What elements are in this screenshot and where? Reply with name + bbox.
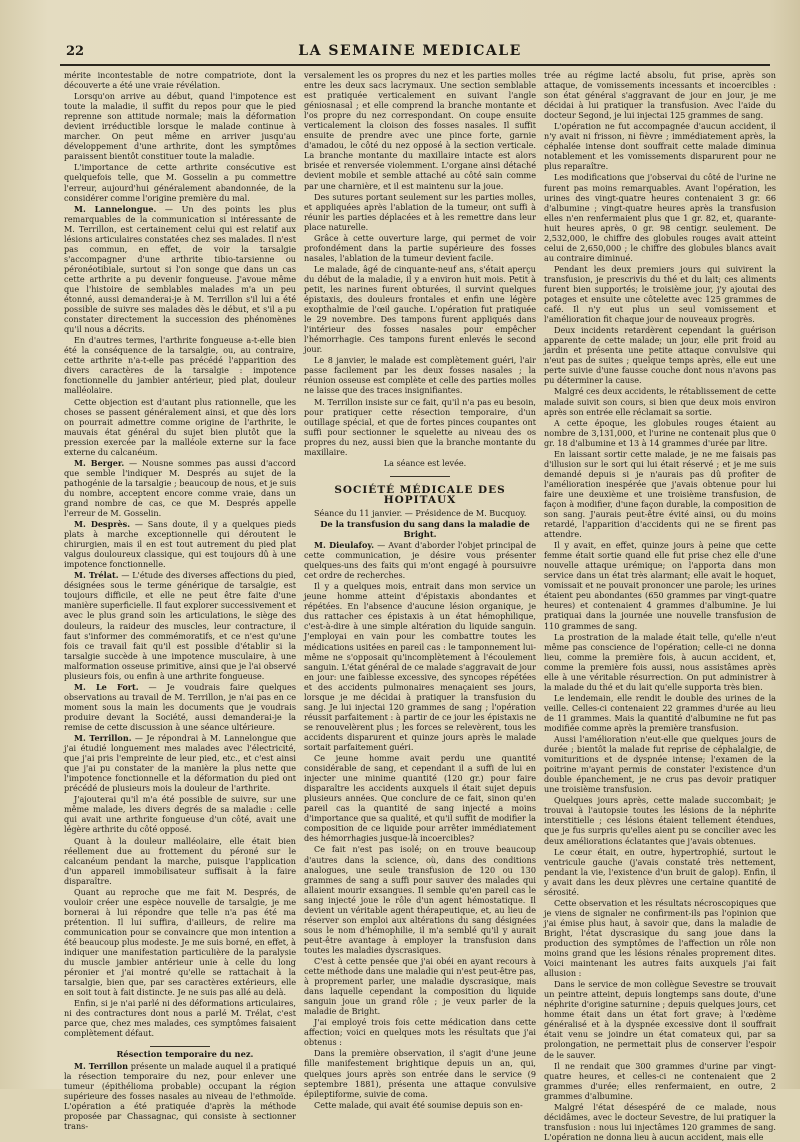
paragraph: Enfin, si je n'ai parlé ni des déformations articulaires, ni des contractures dont nous a parlé M. Trélat, c'est parce que, chez mes malades, ces symptômes faisaient complètement défaut.: [64, 998, 296, 1039]
paragraph: [64, 1061, 296, 1131]
section-heading: SOCIÉTÉ MÉDICALE DES HOPITAUX: [334, 483, 506, 506]
paragraph: Lorsqu'on arrive au début, quand l'impotence est toute la maladie, il suffit du repos pour que le pied reprenne son attitude normale; mais la déformation devient irréductible lorsque le malade continue à marcher. On peut même en arriver jusqu'au développement d'une arthrite, dont les symptômes paraissent bientôt constituer toute la maladie.: [64, 91, 296, 162]
paragraph: M. Terrillon insiste sur ce fait, qu'il n'a pas eu besoin, pour pratiquer cette résection temporaire, d'un outillage spécial, et que de fortes pinces coupantes ont suffi pour sectionner le squelette au niveau des os propres du nez, aussi bien que la branche montante du maxillaire.: [304, 396, 536, 457]
paragraph: C'est à cette pensée que j'ai obéi en ayant recours à cette méthode dans une maladie qui n'est peut-être pas, à proprement parler, une maladie dyscrasique, mais dans laquelle cependant la composition du liquide sanguin joue un grand rôle ; je veux parler de la maladie de Bright.: [304, 955, 536, 1017]
paragraph: Cette objection est d'autant plus rationnelle, que les choses se passent généralement ainsi, et que dès lors on pourrait admettre comme origine de l'arthrite, le mauvais état général du sujet bien plutôt que la pression exercée par la malléole externe sur la face externe du calcanéum.: [64, 396, 296, 457]
session-closing: La séance est levée.: [383, 457, 467, 468]
paragraph: Le cœur était, en outre, hypertrophié, surtout le ventricule gauche (j'avais constaté très nettement, pendant la vie, l'existence d'un bruit de galop). Enfin, il y avait dans les deux plèvres une certaine quantité de sérosité.: [544, 846, 776, 897]
paragraph: Il y avait, en effet, quinze jours à peine que cette femme était sortie quand elle fut prise chez elle d'une nouvelle attaque urémique; on l'apporta dans mon service dans un état très alarmant; elle avait le hoquet, vomissait et ne pouvait prononcer une parole; les urines étaient peu abondantes (650 grammes par vingt-quatre heures) et contenaient 4 grammes d'albumine. Je lui pratiquai dans la journée une nouvelle transfusion de 110 grammes de sang.: [544, 540, 776, 631]
speech-text: — Nousne sommes pas aussi d'accord que semble l'indiquer M. Després au sujet de la pathogénie de la tarsalgie ; beaucoup de nous, et je suis du nombre, acceptent encore comme vraie, dans un grand nombre de cas, ce que M. Després appelle l'erreur de M. Gosselin.: [64, 457, 296, 519]
separator-rule: [390, 476, 450, 477]
paragraph: Ce fait n'est pas isolé; on en trouve beaucoup d'autres dans la science, où, dans des conditions analogues, une seule transfusion de 120 ou 130 grammes de sang a suffi pour sauver des malades qui allaient mourir exsangues. Il semble qu'en pareil cas le sang injecté joue le rôle d'un agent hémostatique. Il devient un véritable agent thérapeutique, et, au lieu de réserver son emploi aux altérations du sang désignées sous le nom d'hémophilie, il m'a semblé qu'il y aurait peut-être avantage à employer la transfusion dans toutes les maladies dyscrasiques.: [304, 844, 536, 955]
paragraph: Dans la première observation, il s'agit d'une jeune fille manifestement brightique depuis un an, qui, quelques jours après son entrée dans le service (9 septembre 1881), présenta une attaque convulsive épileptiforme, suivie de coma.: [304, 1048, 536, 1099]
paragraph: mérite incontestable de notre compatriote, dont la découverte a été une vraie révélation.: [64, 70, 296, 91]
paragraph: Ce jeune homme avait perdu une quantité considérable de sang, et cependant il a suffi de lui en injecter une minime quantité (120 gr.) pour faire disparaître les accidents auxquels il était sujet depuis plusieurs années. Que conclure de ce fait, sinon qu'en pareil cas la quantité de sang injecté a moins d'importance que sa qualité, et qu'il suffit de modifier la composition de ce liquide pour arrêter immédiatement des hémorrhagies jusque-là incoercibles?: [304, 753, 536, 844]
paragraph: Malgré l'état désespéré de ce malade, nous décidâmes, avec le docteur Sevestre, de lui pratiquer la transfusion : nous lui injectâmes 120 grammes de sang. L'opération ne donna lieu à aucun accident, mais elle: [544, 1101, 776, 1142]
paragraph: En d'autres termes, l'arthrite fongueuse a-t-elle bien été la conséquence de la tarsalgie, ou, au contraire, cette arthrite n'a-t-elle pas précédé l'apparition des divers caractères de la tarsalgie : impotence fonctionnelle du jambier antérieur, pied plat, douleur malléolaire.: [64, 335, 296, 396]
subsection-heading: Résection temporaire du nez.: [116, 1049, 254, 1060]
paragraph: [64, 682, 296, 732]
paragraph: Dans le service de mon collègue Sevestre se trouvait un peintre atteint, depuis longtemps sans doute, d'une néphrite d'origine saturnine ; depuis quelques jours, cet homme était dans un état fort grave; à l'œdème généralisé et à la dyspnée excessive dont il souffrait était venu se joindre un état comateux qui, par sa prolongation, ne permettait plus de conserver l'espoir de le sauver.: [544, 979, 776, 1060]
paragraph: [304, 540, 536, 580]
speech-text: — L'étude des diverses affections du pied, désignées sous le terme générique de tarsalgie, est toujours difficile, et elle ne peut être faite d'une manière superficielle. Il faut explorer successivement et avec le plus grand soin les articulations, le siège des douleurs, la raideur des muscles, leur contracture, il faut s'informer des commémoratifs, et ce n'est qu'une fois ce travail fait qu'il est possible d'établir si la tarsalgie succède à une impotence musculaire, à une malformation osseuse primitive, ainsi que je l'ai observé plusieurs fois, ou enfin à une arthrite fongueuse.: [64, 570, 296, 681]
column-left: [64, 70, 297, 1131]
page-number: 22: [66, 44, 85, 59]
paragraph: Malgré ces deux accidents, le rétablissement de cette malade suivit son cours, si bien que deux mois environ après son entrée elle réclamait sa sortie.: [544, 386, 776, 417]
paragraph: [64, 570, 296, 681]
paragraph: J'ai employé trois fois cette médication dans cette affection; voici en quelques mots les résultats que j'ai obtenus :: [304, 1017, 536, 1048]
paragraph: [64, 733, 296, 793]
page-header: [50, 40, 770, 64]
session-info: Séance du 11 janvier. — Présidence de M. Bucquoy.: [314, 507, 527, 518]
journal-title: LA SEMAINE MEDICALE: [298, 43, 522, 59]
paragraph: L'opération ne fut accompagnée d'aucun accident, il n'y avait ni frisson, ni fièvre ; immédiatement après, la céphalée intense dont souffrait cette malade diminua notablement et les vomissements disparurent pour ne plus reparaître.: [544, 121, 776, 172]
paragraph: Les modifications que j'observai du côté de l'urine ne furent pas moins remarquables. Avant l'opération, les urines des vingt-quatre heures contenaient 3 gr. 66 d'albumine ; vingt-quatre heures après la transfusion elles n'en renfermaient plus que 1 gr. 82, et, quarante-huit heures après, 0 gr. 98 centigr. seulement. De 2,532,000, le chiffre des globules rouges avait atteint celui de 2,650,000 ; le chiffre des globules blancs avait au contraire diminué.: [544, 172, 776, 263]
paragraph: L'importance de cette arthrite consécutive est quelquefois telle, que M. Gosselin a pu commettre l'erreur, aujourd'hui généralement abandonnée, de la considérer comme l'origine première du mal.: [64, 162, 296, 203]
paragraph: Aussi l'amélioration n'eut-elle que quelques jours de durée ; bientôt la malade fut reprise de céphalalgie, de vomituritions et de dyspnée intense; l'examen de la poitrine m'ayant permis de constater l'existence d'un double épanchement, je ne crus pas devoir pratiquer une troisième transfusion.: [544, 734, 776, 795]
paragraph: Deux incidents retardèrent cependant la guérison apparente de cette malade; un jour, elle prit froid au jardin et présenta une petite attaque convulsive qui n'eut pas de suites ; quelque temps après, elle eut une perte suivie d'une fausse couche dont nous n'avons pas pu déterminer la cause.: [544, 325, 776, 386]
paragraph: Grâce à cette ouverture large, qui permet de voir profondément dans la partie supérieure des fosses nasales, l'ablation de la tumeur devient facile.: [304, 232, 536, 263]
speaker-name: M. Terrillon.: [74, 733, 132, 744]
paragraph: Quant au reproche que me fait M. Després, de vouloir créer une espèce nouvelle de tarsalgie, je me bornerai à lui répondre que telle n'a pas été ma prétention. Il lui suffira, d'ailleurs, de relire ma communication pour se convaincre que mon intention a été beaucoup plus modeste. Je me suis borné, en effet, à indiquer une manifestation particulière de la paralysie du muscle jambier antérieur unie à celle du long péronier et j'ai montré qu'elle se rattachait à la tarsalgie, bien que, par ses caractères extérieurs, elle en soit tout à fait distincte. Je ne suis pas allé au delà.: [64, 886, 296, 998]
speaker-name: M. Trélat.: [74, 570, 119, 581]
speech-text: — Je voudrais faire quelques observations au travail de M. Terrillon, je n'ai pas en ce moment sous la main les documents que je voudrais produire devant la Société, aussi demanderai-je la remise de cette discussion à une séance ultérieure.: [64, 681, 296, 732]
paragraph: trée au régime lacté absolu, fut prise, après son attaque, de vomissements incessants et incoercibles : son état général s'aggravant de jour en jour, je me décidai à lui pratiquer la transfusion. Avec l'aide du docteur Segond, je lui injectai 125 grammes de sang.: [544, 70, 776, 121]
article-title: De la transfusion du sang dans la maladie de Bright.: [320, 518, 530, 540]
speaker-name: M. Dieulafoy.: [314, 540, 375, 551]
paragraph: A cette époque, les globules rouges étaient au nombre de 3,131,000, et l'urine ne contenait plus que 0 gr. 18 d'albumine et 13 à 14 grammes d'urée par litre.: [544, 417, 776, 448]
speech-text: présente un malade auquel il a pratiqué la résection temporaire du nez, pour enlever une tumeur (épithélioma probable) occupant la région supérieure des fosses nasales au niveau de l'ethmoïde. L'opération a été pratiquée d'après la méthode proposée par Chassagnac, qui consiste à sectionner trans-: [64, 1060, 297, 1131]
paragraph: Le lendemain, elle rendit le double des urines de la veille. Celles-ci contenaient 22 grammes d'urée au lieu de 11 grammes. Mais la quantité d'albumine ne fut pas modifiée comme après la première transfusion.: [544, 692, 776, 733]
paragraph: Quant à la douleur malléolaire, elle était bien réellement due au frottement du péroné sur le calcanéum pendant la marche, puisque l'application d'un appareil immobilisateur suffisait à la faire disparaître.: [64, 835, 296, 886]
paragraph: Le 8 janvier, le malade est complètement guéri, l'air passe facilement par les deux fosses nasales ; la réunion osseuse est complète et celle des parties molles ne laisse que des traces insignifiantes.: [304, 355, 536, 396]
speaker-name: M. Berger.: [74, 457, 125, 468]
header-rule: [60, 64, 770, 66]
speaker-name: M. Le Fort.: [74, 681, 139, 692]
paragraph: Il y a quelques mois, entrait dans mon service un jeune homme atteint d'épistaxis abondantes et répétées. En l'absence d'aucune lésion organique, je dus rattacher ces épistaxis à un état hémophilique, c'est-à-dire à une simple altération du liquide sanguin. J'employai en vain pour les combattre toutes les médications usitées en pareil cas : le tamponnement lui-même ne s'opposait qu'incomplètement à l'écoulement sanguin. L'état général de ce malade s'aggravait de jour en jour: une faiblesse excessive, des syncopes répétées et des accidents pulmonaires menaçaient ses jours, lorsque je me décidai à pratiquer la transfusion du sang. Je lui injectai 120 grammes de sang ; l'opération réussit parfaitement : à partir de ce jour les épistaxis ne se renouvelèrent plus ; les forces se relevèrent, tous les accidents disparurent et quinze jours après le malade sortait parfaitement guéri.: [304, 581, 536, 752]
speech-text: — Je répondrai à M. Lannelongue que j'ai étudié longuement mes malades avec l'électricité, que j'ai pris l'empreinte de leur pied, etc., et c'est ainsi que j'ai pu constater de la manière la plus nette que l'impotence fonctionnelle et la déformation du pied ont précédé de plusieurs mois la douleur de l'arthrite.: [64, 733, 296, 794]
paragraph: J'ajouterai qu'il m'a été possible de suivre, sur une même malade, les divers degrés de sa maladie : celle qui avait une arthrite fongueuse d'un côté, avait une légère arthrite du côté opposé.: [64, 794, 296, 835]
paragraph: versalement les os propres du nez et les parties molles entre les deux sacs lacrymaux. Une section semblable est pratiquée verticalement en suivant l'angle géniosnasal ; et elle comprend la branche montante et l'os propre du nez correspondant. On coupe ensuite verticalement la cloison des fosses nasales. Il suffit ensuite de prendre avec une pince forte, garnie d'amadou, le côté du nez opposé à la section verticale. La branche montante du maxillaire intacte est alors brisée et renversée violemment. L'organe ainsi détaché devient mobile et semble attaché au côté sain comme par une charnière, et il est maintenu sur la joue.: [304, 70, 536, 191]
paragraph: Pendant les deux premiers jours qui suivirent la transfusion, je prescrivis du thé et du lait; ces aliments furent bien supportés; le troisième jour, j'y ajoutai des potages et ensuite une côtelette avec 125 grammes de café. Il n'y eut plus un seul vomissement et l'amélioration fit chaque jour de nouveaux progrès.: [544, 263, 776, 325]
speech-text: — Sans doute, il y a quelques pieds plats à marche exceptionnelle qui déroutent le chirurgien, mais il en est tout autrement du pied plat valgus douloureux classique, qui est toujours dû à une impotence fonctionnelle.: [64, 519, 296, 570]
paragraph: Quelques jours après, cette malade succombait; je trouvai à l'autopsie toutes les lésions de la néphrite interstitielle ; ces lésions étaient tellement étendues, que je fus surpris qu'elles aient pu se concilier avec les deux améliorations éclatantes que j'avais obtenues.: [544, 795, 776, 846]
separator-rule: [150, 1046, 210, 1047]
speech-text: — Un des points les plus remarquables de la communication si intéressante de M. Terrillon, est certainement celui qui est relatif aux lésions articulaires constatées chez ses malades. Il n'est pas commun, en effet, de voir la tarsalgie s'accompagner d'une arthrite tibio-tarsienne ou péronéotibiale, surtout si l'on songe que dans un cas cette arthrite a pu devenir fongueuse. J'avoue même que l'histoire de semblables malades m'a un peu étonné, aussi demanderai-je à M. Terrillon s'il lui a été possible de suivre ses malades dès le début, et s'il a pu constater directement la succession des phénomènes qu'il nous a décrits.: [64, 203, 296, 335]
paragraph: Des sutures portant seulement sur les parties molles, et appliquées après l'ablation de la tumeur, ont suffi à réunir les parties déplacées et à les remettre dans leur place naturelle.: [304, 191, 536, 232]
paragraph: La prostration de la malade était telle, qu'elle n'eut même pas conscience de l'opération; celle-ci ne donna lieu, comme la première fois, à aucun accident, et, comme la première fois aussi, nous assistâmes après elle à une véritable résurrection. On put administrer à la malade du thé et du lait qu'elle supporta très bien.: [544, 631, 776, 692]
paragraph: [64, 519, 296, 569]
speech-text: — Avant d'aborder l'objet principal de cette communication, je désire vous présenter quelques-uns des faits qui m'ont engagé à poursuivre cet ordre de recherches.: [304, 540, 536, 581]
paragraph: En laissant sortir cette malade, je ne me faisais pas d'illusion sur le sort qui lui était réservé ; et je me suis demandé depuis si je n'aurais pas dû profiter de l'amélioration inespérée que j'avais obtenue pour lui faire une deuxième et une troisième transfusion, de façon à modifier, d'une façon durable, la composition de son sang. J'aurais peut-être évité ainsi, ou du moins retardé, l'apparition d'accidents qui ne se firent pas attendre.: [544, 448, 776, 540]
paragraph: Cette malade, qui avait été soumise depuis son en-: [314, 1099, 523, 1110]
speaker-name: M. Lannelongue.: [74, 203, 157, 214]
paragraph: [64, 458, 296, 518]
speaker-name: M. Desprès.: [74, 519, 131, 530]
paragraph: Il ne rendait que 300 grammes d'urine par vingt-quatre heures, et celles-ci ne contenaient que 2 grammes d'urée; elles renfermaient, en outre, 2 grammes d'albumine.: [544, 1060, 776, 1101]
column-middle: [304, 70, 536, 1110]
paragraph: [64, 204, 296, 335]
column-right: [544, 70, 776, 1142]
speaker-name: M. Terrillon: [74, 1060, 129, 1071]
paragraph: Cette observation et les résultats nécroscopiques que je viens de signaler ne confirment-ils pas l'opinion que j'ai émise plus haut, à savoir que, dans la maladie de Bright, l'état dyscrasique du sang joue dans la production des symptômes de l'affection un rôle non moins grand que les lésions rénales proprement dites. Voici maintenant les autres faits auxquels j'ai fait allusion :: [544, 897, 776, 979]
paragraph: Le malade, âgé de cinquante-neuf ans, s'était aperçu du début de la maladie, il y a environ huit mois. Petit à petit, les narines furent obturées, il survint quelques épistaxis, des douleurs frontales et enfin une légère exopthalmie de l'œil gauche. L'opération fut pratiquée le 29 novembre. Des tampons furent appliqués dans l'intérieur des fosses nasales pour empêcher l'hémorrhagie. Ces tampons furent enlevés le second jour.: [304, 263, 536, 355]
